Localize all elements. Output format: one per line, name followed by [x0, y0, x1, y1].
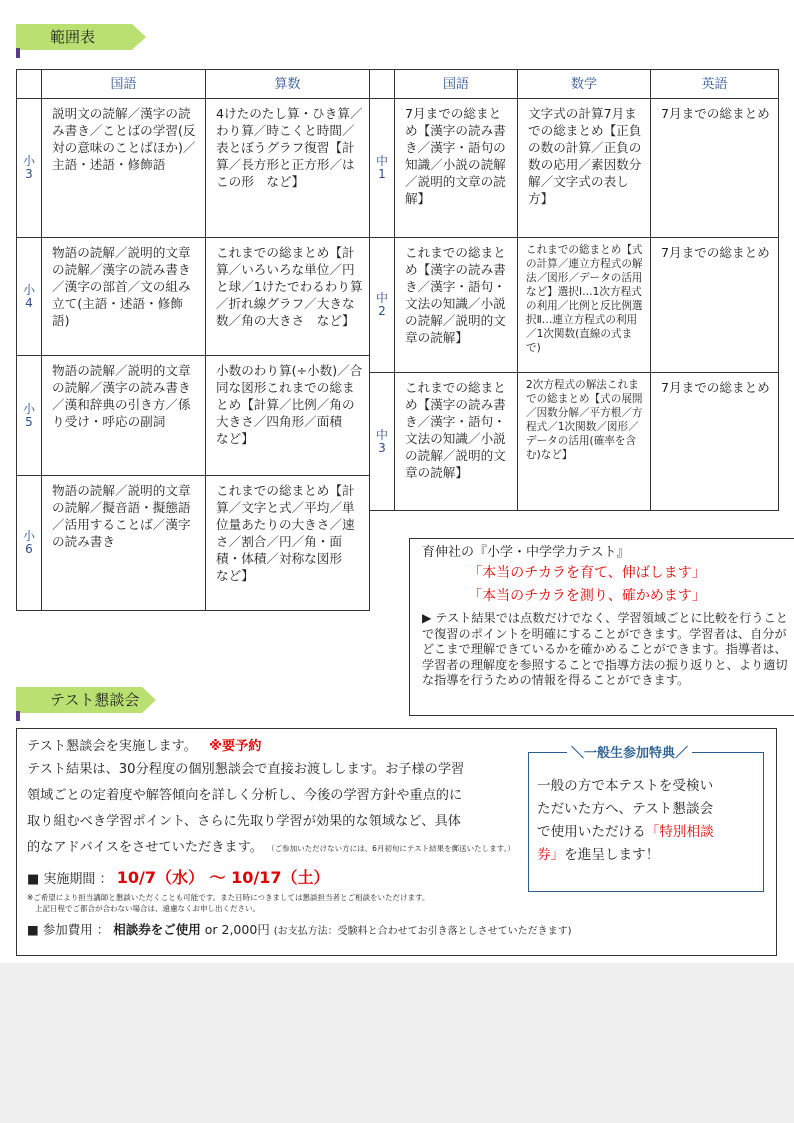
info-body: ▶ テスト結果では点数だけでなく、学習領域ごとに比較を行うことで復習のポイントを明確にすることができます。学習者は、自分がどこまで理解できているかを確かめることができます。指導者は、学習者の理解度を参照することで指導方法の振り返りと、より適切な指導を行うための情報を得ることができます。 — [422, 611, 788, 687]
meeting-text-4: 的なアドバイスをさせていただきます。 — [27, 840, 263, 855]
grade-label: 小 6 — [17, 476, 42, 611]
junior-table — [369, 69, 779, 511]
meeting-section-header — [16, 687, 142, 713]
kokugo-cell: 説明文の読解／漢字の読み書き／ことばの学習(反対の意味のことばほか)／主語・述語・修飾語 — [42, 99, 206, 238]
english-cell: 7月までの総まとめ — [651, 373, 779, 511]
range-title: 範囲表 — [50, 28, 96, 46]
math-cell: 2次方程式の解法これまでの総まとめ【式の展開／因数分解／平方根／方程式／1次関数／図形／データの活用(確率を含む)など】 — [518, 373, 651, 511]
grade-label: 小 4 — [17, 238, 42, 356]
special-line-1: 一般の方で本テストを受検い — [537, 778, 714, 794]
elementary-table — [16, 69, 370, 611]
header-sansu: 算数 — [206, 70, 370, 99]
special-line-3: で使用いただける — [537, 824, 646, 840]
header-kokugo: 国語 — [42, 70, 206, 99]
header-eigo: 英語 — [651, 70, 779, 99]
header-kokugo: 国語 — [395, 70, 518, 99]
period-value: 10/7（水） ～ 10/17（土） — [116, 868, 330, 887]
fee-or: or 2,000円 — [204, 922, 270, 937]
grade-label: 中 1 — [370, 99, 395, 238]
info-slogan-2: 「本当のチカラを測り、確かめます」 — [468, 588, 706, 604]
reserve-note: ※要予約 — [209, 739, 262, 754]
english-cell: 7月までの総まとめ — [651, 99, 779, 238]
math-cell: これまでの総まとめ【計算／いろいろな単位／円と球／1けたでわるわり算／折れ線グラフ／大きな数／角の大きさ など】 — [206, 238, 370, 356]
ribbon-tick — [16, 711, 20, 721]
fee-label: ■ 参加費用 ： — [27, 922, 110, 937]
kokugo-cell: 物語の読解／説明的文章の読解／漢字の読み書き／漢和辞典の引き方／係り受け・呼応の副詞 — [42, 356, 206, 476]
math-cell: 4けたのたし算・ひき算／わり算／時こくと時間／表とぼうグラフ復習【計算／長方形と正方形／はこの形 など】 — [206, 99, 370, 238]
grade-label: 中 3 — [370, 373, 395, 511]
mail-note: （ご参加いただけない方には、6月初旬にテスト結果を郵送いたします。） — [267, 844, 515, 853]
period-label: ■ 実施期間 ： — [27, 872, 113, 887]
ribbon-tick — [16, 48, 20, 58]
kokugo-cell: これまでの総まとめ【漢字の読み書き／漢字・語句・文法の知識／小説の読解／説明的文章の読解】 — [395, 238, 518, 373]
range-section-header — [16, 24, 132, 50]
special-ticket-2: 券」 — [537, 847, 565, 863]
special-line-2: ただいた方へ、テスト懇談会 — [537, 801, 714, 817]
special-offer-box — [528, 746, 764, 892]
math-cell: 小数のわり算(÷小数)／合同な図形これまでの総まとめ【計算／比例／角の大きさ／四角形／面積 など】 — [206, 356, 370, 476]
meeting-intro: テスト懇談会を実施します。 — [27, 739, 197, 754]
meeting-text-2: 領域ごとの定着度や解答傾向を詳しく分析し、今後の学習方針や重点的に — [27, 788, 463, 803]
math-cell: 文字式の計算7月までの総まとめ【正負の数の計算／正負の数の応用／素因数分解／文字式の表し方】 — [518, 99, 651, 238]
grade-header — [17, 70, 42, 99]
special-line-4: を進呈します！ — [564, 847, 660, 863]
meeting-text-3: 取り組むべき学習ポイント、さらに先取り学習が効果的な領域など、具体 — [27, 814, 461, 829]
kokugo-cell: これまでの総まとめ【漢字の読み書き／漢字・語句・文法の知識／小説の読解／説明的文章の読解】 — [395, 373, 518, 511]
note-1: ※ご希望により担当講師と懇談いただくことも可能です。また日時につきましては懇談担当者とご相談をいただけます。 — [27, 893, 430, 902]
kokugo-cell: 物語の読解／説明的文章の読解／漢字の読み書き／漢字の部首／文の組み立て(主語・述語・修飾語) — [42, 238, 206, 356]
special-ticket-1: 「特別相談 — [645, 824, 714, 840]
meeting-text-1: テスト結果は、30分程度の個別懇談会で直接お渡しします。お子様の学習 — [27, 762, 465, 777]
grade-label: 中 2 — [370, 238, 395, 373]
math-cell: これまでの総まとめ【計算／文字と式／平均／単位量あたりの大きさ／速さ／割合／円／角・面積・体積／対称な図形 など】 — [206, 476, 370, 611]
meeting-title: テスト懇談会 — [50, 691, 140, 709]
english-cell: 7月までの総まとめ — [651, 238, 779, 373]
test-info-box — [409, 538, 794, 716]
fee-note: (お支払方法：受験料と合わせてお引き落としさせていただきます) — [273, 926, 572, 937]
math-cell: これまでの総まとめ【式の計算／連立方程式の解法／図形／データの活用など】選択Ⅰ…1次方程式の利用／比例と反比例選択Ⅱ…連立方程式の利用／1次関数(直線の式まで) — [518, 238, 651, 373]
info-heading: 育伸社の『小学・中学学力テスト』 — [422, 545, 630, 560]
grade-label: 小 3 — [17, 99, 42, 238]
header-sugaku: 数学 — [518, 70, 651, 99]
fee-value: 相談券をご使用 — [113, 922, 201, 937]
note-2: 上記日程でご都合が合わない場合は、遠慮なくお申し出ください。 — [35, 904, 260, 913]
info-slogan-1: 「本当のチカラを育て、伸ばします」 — [468, 565, 706, 581]
kokugo-cell: 7月までの総まとめ【漢字の読み書き／漢字・語句の知識／小説の読解／説明的文章の読解】 — [395, 99, 518, 238]
special-title: ＼一般生参加特典／ — [567, 742, 692, 765]
kokugo-cell: 物語の読解／説明的文章の読解／擬音語・擬態語／活用することば／漢字の読み書き — [42, 476, 206, 611]
grade-label: 小 5 — [17, 356, 42, 476]
grade-header — [370, 70, 395, 99]
